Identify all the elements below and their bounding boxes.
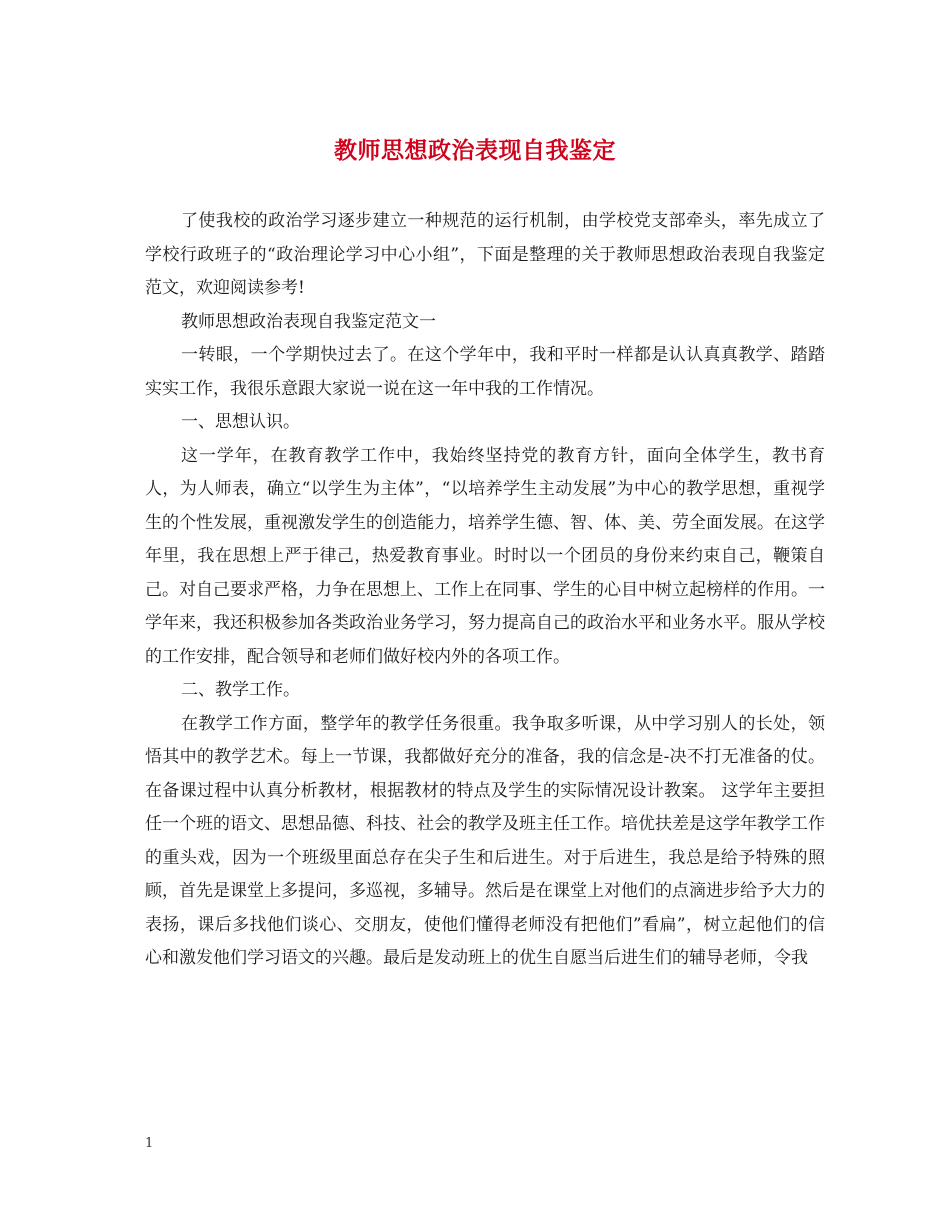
document-body [145, 205, 825, 976]
intro-paragraph: 了使我校的政治学习逐步建立一种规范的运行机制，由学校党支部牵头，率先成立了学校行政班子的“政治理论学习中心小组”，下面是整理的关于教师思想政治表现自我鉴定范文，欢迎阅读参考! [145, 211, 825, 298]
section-heading-sample-one: 教师思想政治表现自我鉴定范文一 [181, 311, 436, 332]
document-title: 教师思想政治表现自我鉴定 [334, 137, 616, 164]
section-heading-thinking: 一、思想认识。 [181, 412, 300, 432]
opening-paragraph: 一转眼，一个学期快过去了。在这个学年中，我和平时一样都是认认真真教学、踏踏实实工作，我很乐意跟大家说一说在这一年中我的工作情况。 [145, 345, 825, 399]
page-number: 1 [145, 1136, 154, 1151]
teaching-paragraph: 在教学工作方面，整学年的教学任务很重。我争取多听课，从中学习别人的长处，领悟其中的教学艺术。每上一节课，我都做好充分的准备，我的信念是-决不打无准备的仗。在备课过程中认真分析教材，根据教材的特点及学生的实际情况设计教案。 这学年主要担任一个班的语文、思想品德、科技、社会的教学及班主任工作。培优扶差是这学年教学工作的重头戏，因为一个班级里面总存在尖子生和后进生。对于后进生，我总是给予特殊的照顾，首先是课堂上多提问，多巡视，多辅导。然后是在课堂上对他们的点滴进步给予大力的表扬，课后多找他们谈心、交朋友，使他们懂得老师没有把他们”看扁”，树立起他们的信心和激发他们学习语文的兴趣。最后是发动班上的优生自愿当后进生们的辅导老师，令我 [145, 713, 825, 968]
thinking-paragraph: 这一学年，在教育教学工作中，我始终坚持党的教育方针，面向全体学生，教书育人，为人师表，确立“以学生为主体”，“以培养学生主动发展”为中心的教学思想，重视学生的个性发展，重视激发学生的创造能力，培养学生德、智、体、美、劳全面发展。在这学年里，我在思想上严于律己，热爱教育事业。时时以一个团员的身份来约束自己，鞭策自己。对自己要求严格，力争在思想上、工作上在同事、学生的心目中树立起榜样的作用。一学年来，我还积极参加各类政治业务学习，努力提高自己的政治水平和业务水平。服从学校的工作安排，配合领导和老师们做好校内外的各项工作。 [145, 445, 825, 667]
section-heading-teaching: 二、教学工作。 [181, 680, 300, 700]
